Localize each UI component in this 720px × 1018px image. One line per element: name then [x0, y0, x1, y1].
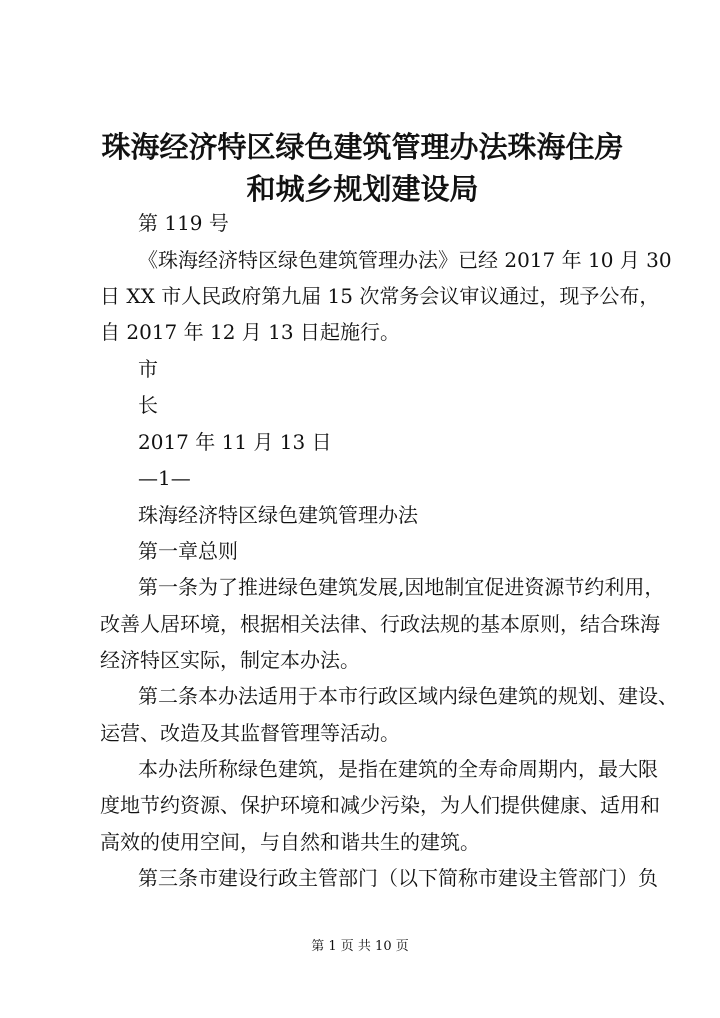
paragraph-line: 本办法所称绿色建筑，是指在建筑的全寿命周期内，最大限: [138, 757, 658, 781]
paragraph-line: 日 XX 市人民政府第九届 15 次常务会议审议通过，现予公布，: [100, 284, 660, 308]
inner-page-marker: —1—: [138, 466, 191, 490]
paragraph-line: 第三条市建设行政主管部门（以下简称市建设主管部门）负: [138, 866, 658, 890]
document-title: 珠海经济特区绿色建筑管理办法珠海住房和城乡规划建设局: [101, 130, 624, 206]
date-line: 2017 年 11 月 13 日: [138, 430, 332, 454]
paragraph-line: 改善人居环境，根据相关法律、行政法规的基本原则，结合珠海: [100, 612, 660, 636]
paragraph-line: 《珠海经济特区绿色建筑管理办法》已经 2017 年 10 月 30: [138, 248, 672, 272]
section-title: 珠海经济特区绿色建筑管理办法: [138, 503, 418, 527]
paragraph-line: 度地节约资源、保护环境和减少污染，为人们提供健康、适用和: [100, 793, 660, 817]
page-footer: 第 1 页 共 10 页: [311, 939, 409, 954]
paragraph-line: 自 2017 年 12 月 13 日起施行。: [100, 320, 400, 344]
signatory-line: 市: [138, 357, 158, 381]
paragraph-line: 第一条为了推进绿色建筑发展,因地制宜促进资源节约利用，: [138, 575, 665, 599]
signatory-line: 长: [138, 393, 158, 417]
decree-number: 第 119 号: [138, 211, 229, 235]
paragraph-line: 高效的使用空间，与自然和谐共生的建筑。: [100, 830, 480, 854]
chapter-heading: 第一章总则: [138, 539, 238, 563]
paragraph-line: 第二条本办法适用于本市行政区域内绿色建筑的规划、建设、: [138, 684, 678, 708]
paragraph-line: 运营、改造及其监督管理等活动。: [100, 721, 400, 745]
paragraph-line: 经济特区实际，制定本办法。: [100, 648, 360, 672]
